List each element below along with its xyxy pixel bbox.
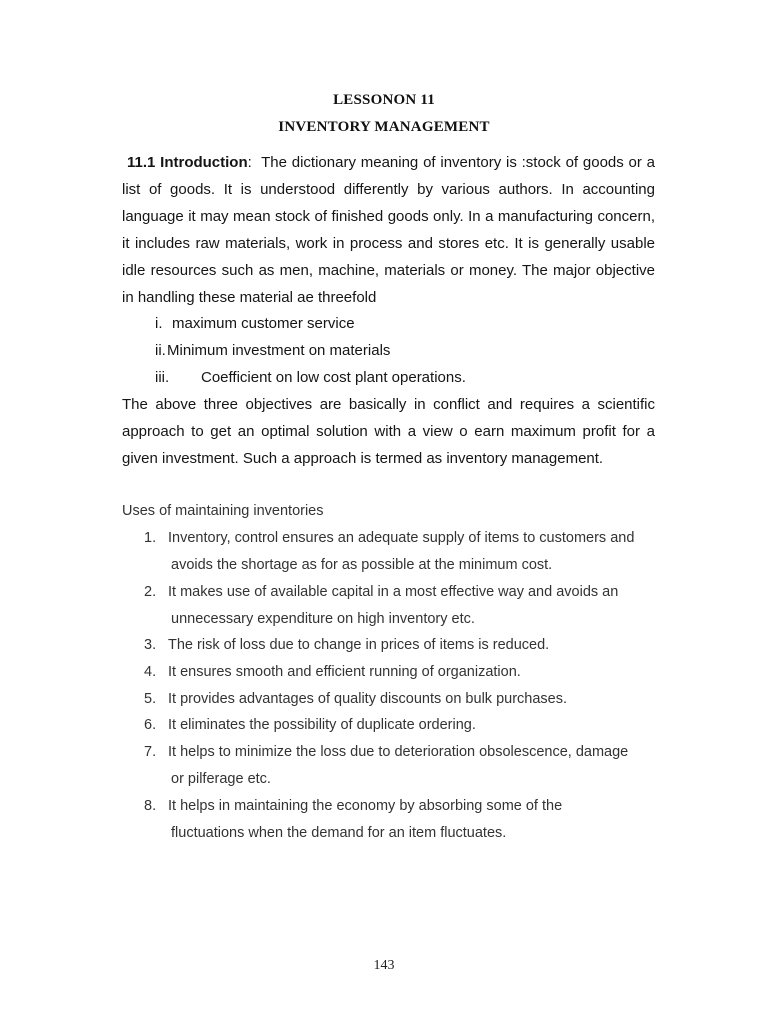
intro-line-1 <box>127 153 655 173</box>
objective-marker-1: i. <box>155 315 163 332</box>
list-item-text: It helps in maintaining the economy by absorbing some of the <box>168 798 563 814</box>
intro-line-6: in handling these material ae threefold <box>122 289 377 306</box>
list-item-number: 6. <box>144 717 157 733</box>
list-item-text: It makes use of available capital in a most effective way and avoids an <box>168 584 619 600</box>
intro-line-3: language it may mean stock of finished goods only. In a manufacturing concern, <box>122 208 655 225</box>
intro-line-5: idle resources such as men, machine, materials or money. The major objective <box>122 262 655 279</box>
list-item-number: 8. <box>144 798 157 814</box>
list-item-number: 2. <box>144 584 157 600</box>
list-item-number: 4. <box>144 664 157 680</box>
objective-marker-3: iii. <box>155 369 170 386</box>
intro-colon: : <box>247 154 252 171</box>
objective-marker-2: ii. <box>155 342 166 359</box>
list-item-text: It provides advantages of quality discounts on bulk purchases. <box>168 691 567 707</box>
lesson-number: LESSONON 11 <box>333 92 435 108</box>
uses-heading: Uses of maintaining inventories <box>122 503 324 519</box>
intro-line-1-text: The dictionary meaning of inventory is :stock of goods or a <box>261 154 656 171</box>
list-item-text: or pilferage etc. <box>171 771 271 787</box>
objective-text-2: Minimum investment on materials <box>167 342 391 359</box>
list-item-text: avoids the shortage as for as possible at the minimum cost. <box>171 557 553 573</box>
page-number: 143 <box>373 958 395 973</box>
list-item-text: The risk of loss due to change in prices of items is reduced. <box>168 637 550 653</box>
list-item-number: 3. <box>144 637 157 653</box>
intro-line-2: list of goods. It is understood differently by various authors. In accounting <box>122 181 655 198</box>
conclusion-line-2: approach to get an optimal solution with a view o earn maximum profit for a <box>122 423 655 440</box>
list-item-text: It helps to minimize the loss due to deterioration obsolescence, damage <box>168 744 629 760</box>
intro-line-4: it includes raw materials, work in process and stores etc. It is generally usable <box>122 235 655 252</box>
chapter-title: INVENTORY MANAGEMENT <box>278 119 490 135</box>
list-item-text: It ensures smooth and efficient running of organization. <box>168 664 521 680</box>
conclusion-line-1: The above three objectives are basically in conflict and requires a scientific <box>122 396 655 413</box>
list-item-number: 5. <box>144 691 157 707</box>
list-item-text: unnecessary expenditure on high inventory etc. <box>171 611 475 627</box>
list-item-text: It eliminates the possibility of duplicate ordering. <box>168 717 476 733</box>
list-item-number: 1. <box>144 530 157 546</box>
objective-text-3: Coefficient on low cost plant operations. <box>201 369 466 386</box>
objective-text-1: maximum customer service <box>172 315 355 332</box>
list-item-text: fluctuations when the demand for an item fluctuates. <box>171 825 507 841</box>
list-item-text: Inventory, control ensures an adequate supply of items to customers and <box>168 530 635 546</box>
conclusion-line-3: given investment. Such a approach is termed as inventory management. <box>122 450 604 467</box>
list-item-number: 7. <box>144 744 157 760</box>
intro-label: 11.1 Introduction <box>127 154 248 171</box>
